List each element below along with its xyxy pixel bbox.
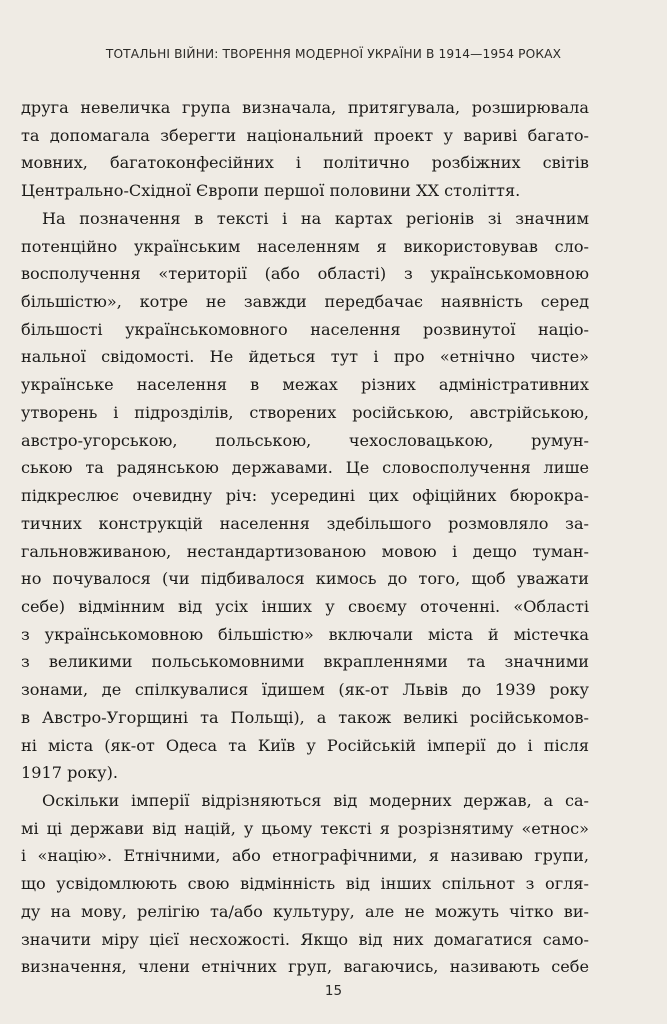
text-line: себе) відмінним від усіх інших у своєму оточенні. «Області xyxy=(21,596,589,616)
text-line: На позначення в тексті і на картах регіонів зі значним xyxy=(42,208,589,228)
text-line: Оскільки імперії відрізняються від модерних держав, а са- xyxy=(42,790,589,810)
text-line: ні міста (як-от Одеса та Київ у Російській імперії до і після xyxy=(21,735,589,755)
text-line: восполучення «території (або області) з українськомовною xyxy=(21,264,589,284)
text-line: більшості українськомовного населення розвинутої націо- xyxy=(21,319,589,339)
text-line: в Австро-Угорщині та Польщі), а також великі російськомов- xyxy=(21,707,589,727)
running-header: ТОТАЛЬНІ ВІЙНИ: ТВОРЕННЯ МОДЕРНОЇ УКРАЇНИ В 1914—1954 РОКАХ xyxy=(105,47,562,61)
text-line: і «націю». Етнічними, або етнографічними, я називаю групи, xyxy=(21,846,589,866)
text-line: тичних конструкцій населення здебільшого розмовляло за- xyxy=(21,513,589,533)
text-line: потенційно українським населенням я використовував сло- xyxy=(21,236,589,256)
text-line: визначення, члени етнічних груп, вагаючись, називають себе xyxy=(21,957,589,977)
text-line: Центрально-Східної Європи першої половини XX століття. xyxy=(21,181,521,201)
text-line: утворень і підрозділів, створених російською, австрійською, xyxy=(21,402,589,422)
text-line: з українськомовною більшістю» включали міста й містечка xyxy=(21,624,589,644)
text-line: зонами, де спілкувалися їдишем (як-от Львів до 1939 року xyxy=(21,680,589,700)
text-line: що усвідомлюють свою відмінність від інших спільнот з огля- xyxy=(21,874,589,894)
text-line: підкреслює очевидну річ: усередині цих офіційних бюрокра- xyxy=(21,486,589,506)
text-line: нальної свідомості. Не йдеться тут і про «етнічно чисте» xyxy=(21,347,589,367)
text-line: гальновживаною, нестандартизованою мовою і дещо туман- xyxy=(21,541,589,561)
text-line: но почувалося (чи підбивалося кимось до того, щоб уважати xyxy=(21,569,589,589)
text-line: ду на мову, релігію та/або культуру, але не можуть чітко ви- xyxy=(21,901,589,921)
text-line: українське населення в межах різних адміністративних xyxy=(21,375,589,395)
text-line: ською та радянською державами. Це словосполучення лише xyxy=(21,458,589,478)
text-line: 1917 року). xyxy=(21,763,118,783)
text-line: друга невеличка група визначала, притягувала, розширювала xyxy=(21,98,589,117)
text-line: австро-угорською, польською, чехословацькою, румун- xyxy=(21,430,589,450)
page-number: 15 xyxy=(324,983,343,999)
text-line: та допомагала зберегти національний проект у вариві багато- xyxy=(21,125,589,145)
text-line: з великими польськомовними вкрапленнями та значними xyxy=(21,652,589,672)
text-line: мі ці держави від націй, у цьому тексті я розрізнятиму «етнос» xyxy=(21,818,589,838)
text-line: значити міру цієї несхожості. Якщо від них домагатися само- xyxy=(21,929,589,949)
text-line: більшістю», котре не завжди передбачає наявність серед xyxy=(21,292,589,312)
body-text xyxy=(21,94,589,981)
text-line: мовних, багатоконфесійних і політично розбіжних світів xyxy=(21,153,589,173)
